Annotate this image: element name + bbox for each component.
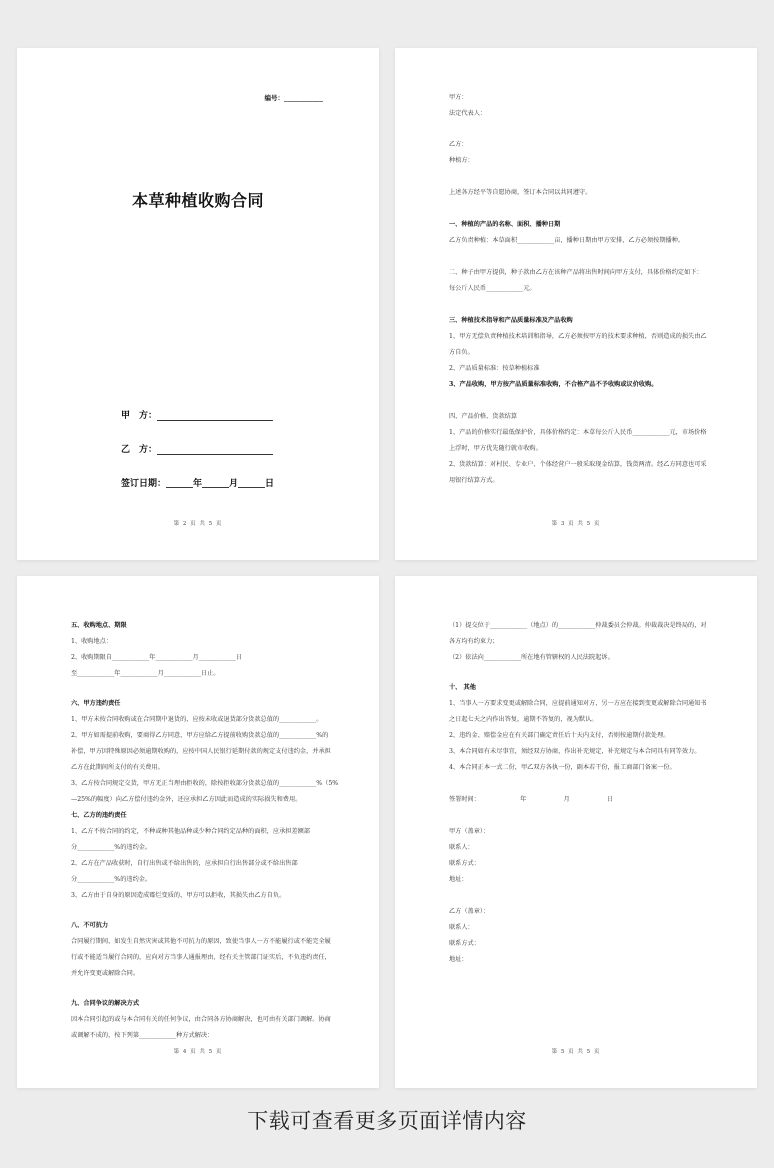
contract-text-line: 种植方： (449, 157, 474, 164)
contract-text-line: 乙方负责种植：本草面积____________亩，播种日期由甲方安排，乙方必须按期播种。 (449, 237, 685, 244)
section-heading: 七、乙方的违约责任 (71, 812, 127, 819)
party-a-line (157, 413, 273, 421)
party-b-line (157, 447, 273, 455)
contract-page-5 (395, 576, 757, 1088)
contract-text-line: 甲方（盖章）： (449, 828, 490, 835)
contract-text-line: —25%的幅度）向乙方偿付违约金外，还应承担乙方因此而造成的实际损失和费用。 (71, 796, 302, 803)
download-caption: 下载可查看更多页面详情内容 (247, 1109, 527, 1133)
party-a-label: 甲 方： (121, 411, 158, 421)
contract-text-line: 联系人： (449, 844, 474, 851)
contract-text-line: 地址： (449, 876, 468, 883)
contract-text-line: 1、当事人一方要求变更或解除合同，应提前通知对方，另一方应在接到变更或解除合同通知书 (449, 700, 707, 707)
contract-page-4 (17, 576, 379, 1088)
contract-text-line: 2、收购期限自____________年____________月____________日 (71, 654, 242, 661)
contract-text-line: 乙方（盖章）： (449, 908, 490, 915)
contract-title: 本草种植收购合同 (131, 191, 264, 210)
contract-text-line: 补偿，甲方因特殊原因必须逾期收购的，应按中国人民银行延期付款的规定支付违约金，并承担 (71, 748, 331, 755)
contract-text-line: 2、甲方如需提前收购，要商得乙方同意，甲方应给乙方提前收购货款总值的____________%的 (71, 732, 329, 739)
contract-text-line: 二、种子由甲方提供，种子款由乙方在该种产品将出售时间向甲方支付，具体价格约定如下： (449, 269, 703, 276)
party-b-label: 乙 方： (121, 445, 158, 455)
section-heading: 三、种植技术指导和产品质量标准及产品收购 (449, 317, 573, 324)
contract-text-line: 法定代表人： (449, 110, 487, 117)
contract-text-line: 联系方式： (449, 860, 480, 867)
contract-text-line: 地址： (449, 956, 468, 963)
contract-text-line: 每公斤人民币____________元。 (449, 285, 536, 292)
section-heading: 九、合同争议的解决方式 (71, 1000, 140, 1007)
party-b-field (121, 442, 273, 455)
contract-text-line: 甲方： (449, 94, 468, 101)
contract-text-line: 4、本合同正本一式二份，甲乙双方各执一份，副本若干份，报工商部门备案一份。 (449, 764, 676, 771)
sign-date-field: 签订日期：______年______月______日 (121, 479, 275, 489)
contract-text-line: 1、收购地点： (71, 638, 113, 645)
contract-text-line: 各方均有约束力； (449, 638, 499, 645)
contract-text-line: 分____________%的违约金。 (71, 876, 152, 883)
contract-text-line: 或调解不成的，按下列第____________种方式解决： (71, 1032, 214, 1039)
section-heading: 十、 其他 (449, 684, 476, 691)
contract-text-line: 乙方在此期间所支付的有关费用。 (71, 764, 164, 771)
contract-text-line: 合同履行期间，如发生自然灾害或其他不可抗力的原因，致使当事人一方不能履行或不能完全履 (71, 938, 331, 945)
contract-text-line: 之日起七天之内作出答复，逾期不答复的，视为默认。 (449, 716, 598, 723)
contract-text-line: 1、产品的价格实行最低保护价，具体价格约定：本草每公斤人民币____________元，市场价格 (449, 429, 707, 436)
party-a-field (121, 408, 273, 421)
contract-text-line: 四、产品价格、货款结算 (449, 413, 518, 420)
contract-text-line: 因本合同引起的或与本合同有关的任何争议，由合同各方协商解决，也可由有关部门调解。协商 (71, 1016, 331, 1023)
section-heading: 一、种植的产品的名称、面积、播种日期 (449, 221, 561, 228)
section-heading: 3、产品收购，甲方按产品质量标准收购，不合格产品不予收购或议价收购。 (449, 381, 658, 388)
contract-text-line: 1、甲方未按合同收购或在合同期中退货的，应按未收或退货部分货款总值的____________。 (71, 716, 323, 723)
contract-text-line: 1、甲方无偿负责种植技术培训和指导，乙方必须按甲方的技术要求种植，否则造成的损失由乙 (449, 333, 707, 340)
contract-text-line: 签署时间： 年 月 日 (449, 796, 613, 803)
contract-text-line: 1、乙方不按合同的约定，不种或种其他品种或少种合同约定品种的面积，应承担差额部 (71, 828, 311, 835)
contract-page-3 (395, 48, 757, 560)
contract-text-line: 分____________%的违约金。 (71, 844, 152, 851)
contract-text-line: 用银行结算方式。 (449, 477, 499, 484)
page-number: 第 5 页 共 5 页 (551, 1049, 601, 1055)
contract-text-line: 3、乙方按合同规定交货，甲方无正当理由拒收的，除按拒收部分货款总值的____________%（5% (71, 780, 339, 787)
contract-text-line: 联系方式： (449, 940, 480, 947)
contract-text-line: 上浮时，甲方优先随行就市收购。 (449, 445, 542, 452)
contract-number: 编号：____________ (264, 94, 323, 102)
contract-text-line: 上述各方经平等自愿协商，签订本合同以共同遵守。 (449, 189, 592, 196)
contract-text-line: 2、违约金、赔偿金应在有关部门确定责任后十天内支付，否则按逾期付款处理。 (449, 732, 670, 739)
contract-text-line: 2、乙方在产品收获时，自行出售或不给出售的，应承担自行出售部分或不给出售部 (71, 860, 298, 867)
section-heading: 六、甲方违约责任 (71, 700, 121, 707)
contract-text-line: （2）依法向____________所在地有管辖权的人民法院起诉。 (449, 654, 614, 661)
contract-text-line: （1）提交位于____________（地点）的____________仲裁委员会仲裁。仲裁裁决是终局的，对 (449, 622, 707, 629)
page-number: 第 3 页 共 5 页 (551, 521, 601, 527)
contract-text-line: 行或不能适当履行合同的，应向对方当事人通报理由，经有关主管部门证实后，不负违约责任， (71, 954, 331, 961)
section-heading: 八、不可抗力 (71, 922, 109, 929)
page-number: 第 4 页 共 5 页 (173, 1049, 223, 1055)
contract-text-line: 3、本合同如有未尽事宜，须经双方协商，作出补充规定，补充规定与本合同具有同等效力。 (449, 748, 701, 755)
contract-text-line: 2、产品质量标准：按草种植标准 (449, 365, 540, 372)
section-heading: 五、收购地点、期限 (71, 622, 127, 629)
contract-text-line: 方自负。 (449, 349, 474, 356)
contract-text-line: 2、货款结算：对村民、专业户、个体经营户一般采取现金结算，钱货两清。经乙方同意也可采 (449, 461, 707, 468)
page-number: 第 2 页 共 5 页 (173, 521, 223, 527)
contract-text-line: 联系人： (449, 924, 474, 931)
contract-text-line: 至____________年____________月____________日止。 (71, 670, 220, 677)
contract-text-line: 并允许变更或解除合同。 (71, 970, 140, 977)
contract-cover-page (17, 48, 379, 560)
contract-text-line: 乙方： (449, 141, 468, 148)
contract-text-line: 3、乙方由于自身的原因造成霉烂变质的，甲方可以拒收，其损失由乙方自负。 (71, 892, 286, 899)
